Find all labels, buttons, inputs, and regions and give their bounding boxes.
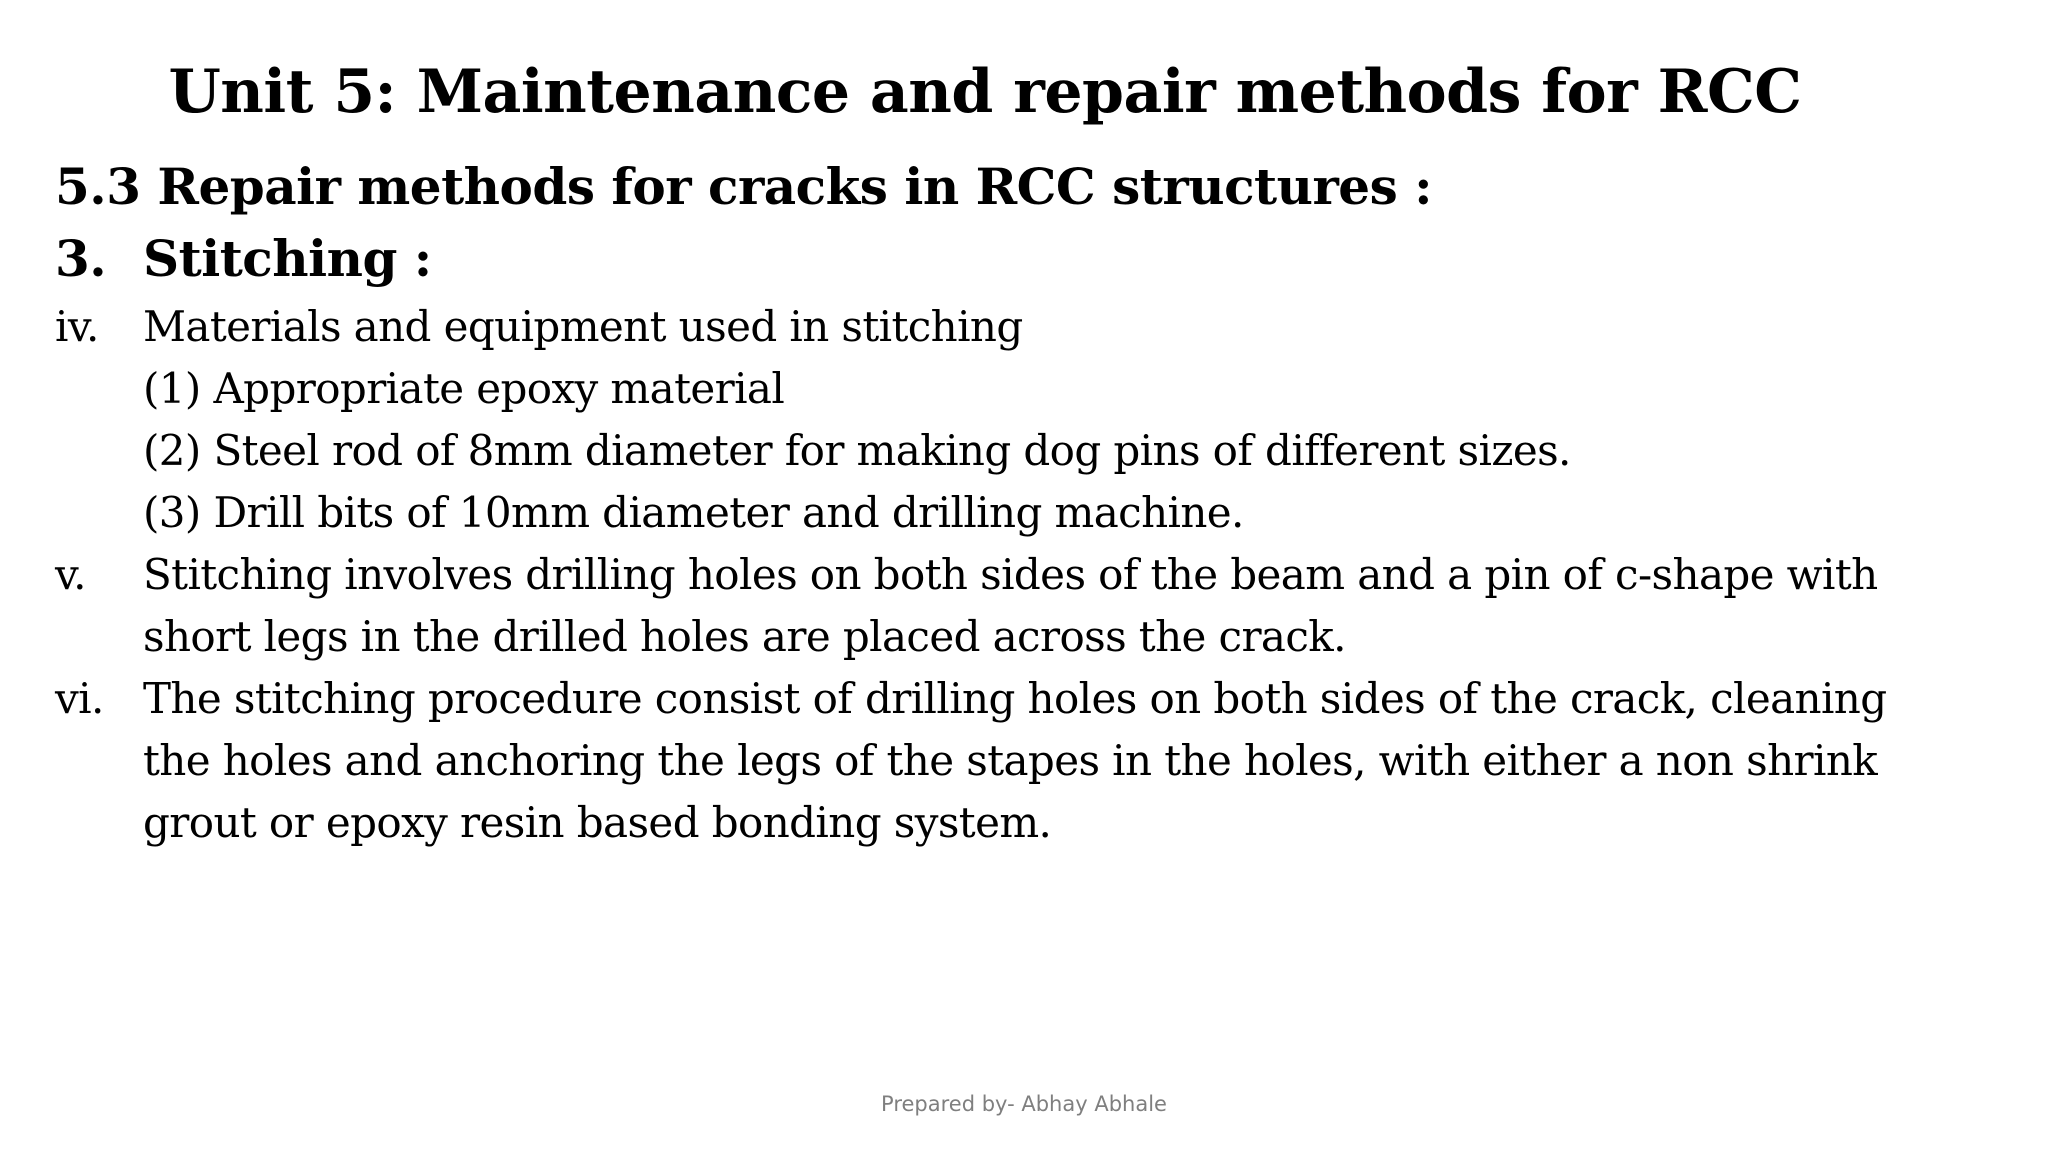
list-line: (1) Appropriate epoxy material — [143, 364, 785, 413]
list-line: Stitching involves drilling holes on both sides of the beam and a pin of c-shape with — [143, 550, 1878, 599]
item-number: 3. — [55, 229, 107, 288]
list-line: Materials and equipment used in stitching — [143, 302, 1023, 351]
list-line: short legs in the drilled holes are placed across the crack. — [143, 612, 1346, 661]
list-line: The stitching procedure consist of drilling holes on both sides of the crack, cleaning — [143, 674, 1887, 723]
list-line: the holes and anchoring the legs of the stapes in the holes, with either a non shrink — [143, 736, 1878, 785]
item-heading: Stitching : — [143, 229, 432, 288]
list-marker: vi. — [55, 674, 104, 723]
footer-credit: Prepared by- Abhay Abhale — [881, 1092, 1167, 1116]
section-heading: 5.3 Repair methods for cracks in RCC structures : — [55, 157, 1433, 216]
list-item-body — [143, 296, 2005, 544]
list-item-body — [143, 544, 2005, 668]
list-marker: iv. — [55, 302, 99, 351]
list-line: grout or epoxy resin based bonding system. — [143, 798, 1052, 847]
list-item — [55, 668, 2005, 854]
item-heading-row — [55, 224, 432, 294]
list-item — [55, 544, 2005, 668]
list-line: (2) Steel rod of 8mm diameter for making dog pins of different sizes. — [143, 426, 1571, 475]
list-line: (3) Drill bits of 10mm diameter and drilling machine. — [143, 488, 1244, 537]
list-item-body — [143, 668, 2005, 854]
list-marker: v. — [55, 550, 86, 599]
list-item — [55, 296, 2005, 544]
point-list — [55, 296, 2005, 854]
slide-title: Unit 5: Maintenance and repair methods for RCC — [168, 57, 1802, 127]
